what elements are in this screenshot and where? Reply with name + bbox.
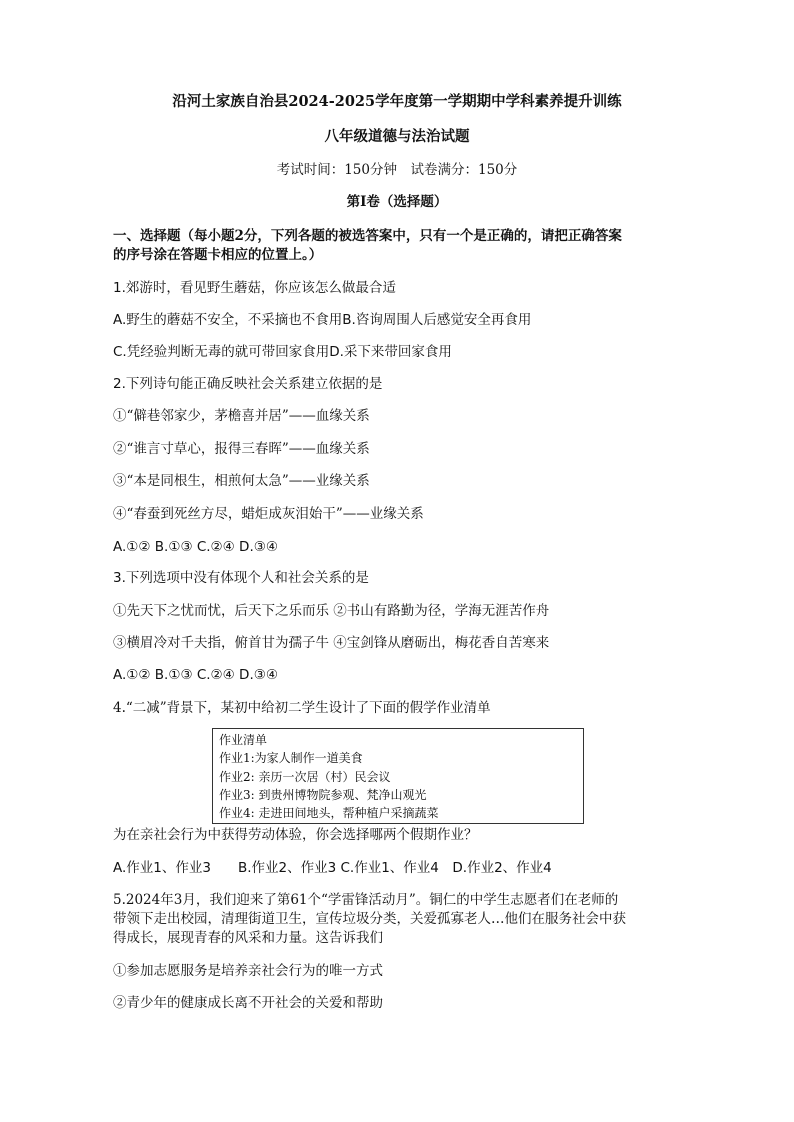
q3-stem: 3.下列选项中没有体现个人和社会关系的是 <box>113 570 369 586</box>
q4-stem: 4.“二减”背景下，某初中给初二学生设计了下面的假学作业清单 <box>113 700 491 716</box>
section-heading-line1: 一、选择题（每小题2分，下列各题的被选答案中，只有一个是正确的，请把正确答案 <box>113 228 622 244</box>
exam-info: 考试时间：150分钟 试卷满分：150分 <box>276 162 518 178</box>
q2-options: A.①② B.①③ C.②④ D.③④ <box>113 539 278 555</box>
q5-stem-line3: 得成长，展现青春的风采和力量。这告诉我们 <box>113 930 383 946</box>
q5-item-1: ①参加志愿服务是培养亲社会行为的唯一方式 <box>113 963 383 979</box>
q4-options: A.作业1、作业3 B.作业2、作业3 C.作业1、作业4 D.作业2、作业4 <box>113 860 552 876</box>
homework-list-box <box>212 728 584 824</box>
q5-stem-line1: 5.2024年3月，我们迎来了第61个“学雷锋活动月”。铜仁的中学生志愿者们在老师的 <box>113 892 619 908</box>
q1-options-cd: C.凭经验判断无毒的就可带回家食用D.采下来带回家食用 <box>113 344 452 360</box>
q2-item-1: ①“僻巷邻家少，茅檐喜并居”——血缘关系 <box>113 408 370 424</box>
exam-subtitle: 八年级道德与法治试题 <box>324 128 470 145</box>
homework-list-title: 作业清单 <box>219 733 268 747</box>
q4-question: 为在亲社会行为中获得劳动体验，你会选择哪两个假期作业？ <box>113 827 478 843</box>
q2-item-3: ③“本是同根生，相煎何太急”——业缘关系 <box>113 473 370 489</box>
q2-item-4: ④“春蚕到死丝方尽，蜡炬成灰泪始干”——业缘关系 <box>113 506 424 522</box>
exam-title: 沿河土家族自治县2024-2025学年度第一学期期中学科素养提升训练 <box>172 93 622 110</box>
q2-item-2: ②“谁言寸草心，报得三春晖”——血缘关系 <box>113 441 370 457</box>
q1-options-ab: A.野生的蘑菇不安全，不采摘也不食用B.咨询周围人后感觉安全再食用 <box>113 312 532 328</box>
homework-item-4: 作业4: 走进田间地头，帮种植户采摘蔬菜 <box>219 806 439 820</box>
q5-stem-line2: 带领下走出校园，清理街道卫生，宣传垃圾分类，关爱孤寡老人…他们在服务社会中获 <box>113 911 626 927</box>
homework-item-2: 作业2: 亲历一次居（村）民会议 <box>219 770 391 784</box>
homework-item-1: 作业1:为家人制作一道美食 <box>219 751 363 765</box>
volume-heading: 第Ⅰ卷（选择题） <box>346 194 448 210</box>
homework-item-3: 作业3: 到贵州博物院参观、梵净山观光 <box>219 788 427 802</box>
section-heading-line2: 的序号涂在答题卡相应的位置上。） <box>113 247 323 263</box>
q2-stem: 2.下列诗句能正确反映社会关系建立依据的是 <box>113 376 383 392</box>
q3-items-2: ③横眉冷对千夫指，俯首甘为孺子牛 ④宝剑锋从磨砺出，梅花香自苦寒来 <box>113 635 550 651</box>
q3-items-1: ①先天下之忧而忧，后天下之乐而乐 ②书山有路勤为径，学海无涯苦作舟 <box>113 603 550 619</box>
q1-stem: 1.郊游时，看见野生蘑菇，你应该怎么做最合适 <box>113 280 396 296</box>
q5-item-2: ②青少年的健康成长离不开社会的关爱和帮助 <box>113 995 383 1011</box>
q3-options: A.①② B.①③ C.②④ D.③④ <box>113 667 278 683</box>
